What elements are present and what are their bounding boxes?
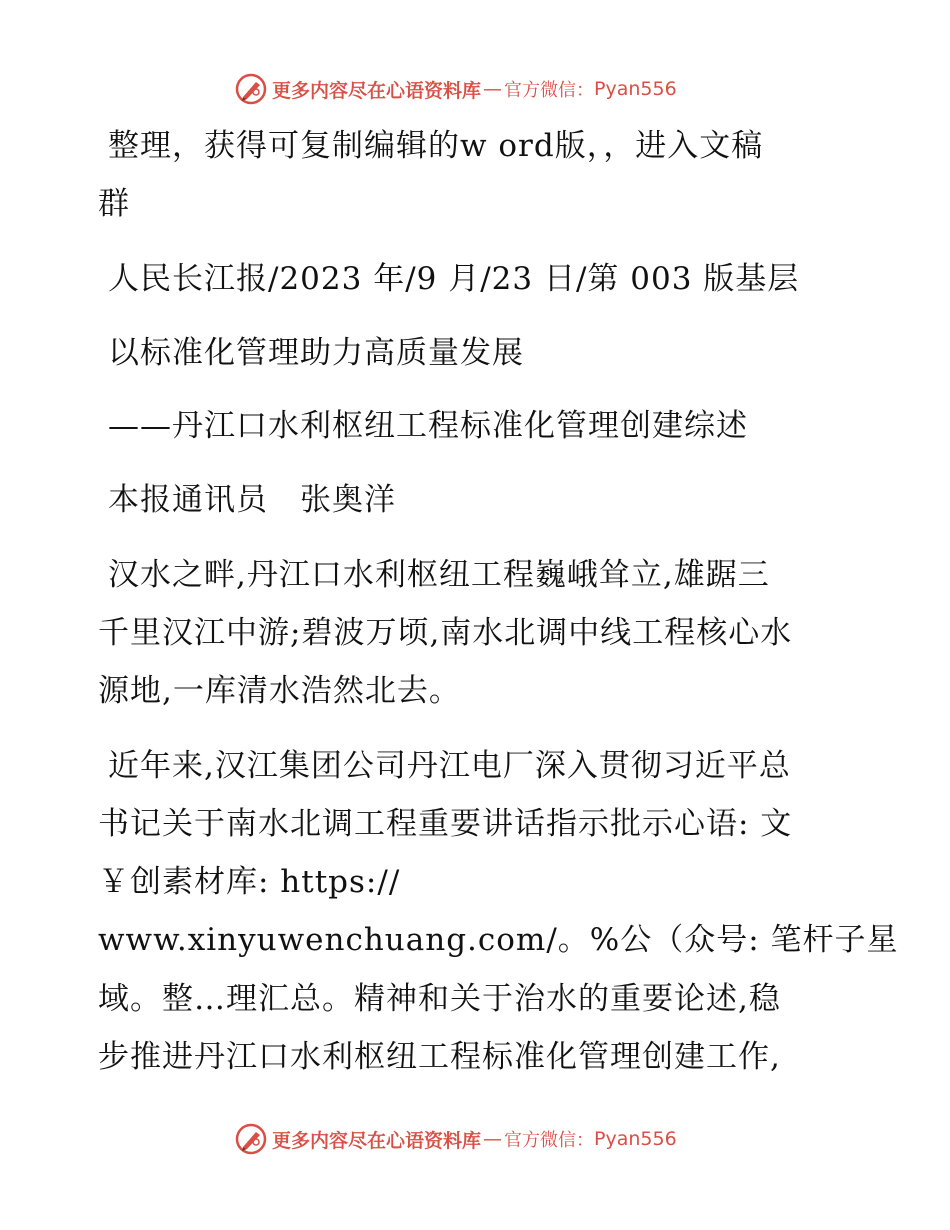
headline: 以标准化管理助力高质量发展 — [108, 335, 524, 371]
paragraph-line: 千里汉江中游;碧波万顷,南水北调中线工程核心水 — [98, 615, 793, 651]
watermark-dash: — — [483, 1128, 503, 1150]
footer-watermark-banner — [234, 1122, 677, 1156]
paragraph-line: 汉水之畔,丹江口水利枢纽工程巍峨耸立,雄踞三 — [108, 557, 770, 593]
paragraph-line: 步推进丹江口水利枢纽工程标准化管理创建工作, — [98, 1039, 781, 1075]
source-line: 人民长江报/2023 年/9 月/23 日/第 003 版基层 — [108, 261, 800, 297]
paragraph-line: 域。整…理汇总。精神和关于治水的重要论述,稳 — [98, 981, 781, 1017]
intro-line: 整理，获得可复制编辑的w ord版，，进入文稿 — [108, 128, 764, 164]
watermark-wechat-id: Pyan556 — [594, 78, 677, 100]
subheadline: ——丹江口水利枢纽工程标准化管理创建综述 — [108, 408, 748, 444]
watermark-site-text: 更多内容尽在心语资料库 — [272, 79, 482, 102]
pen-logo-icon — [234, 72, 268, 106]
watermark-dash: — — [483, 78, 503, 100]
watermark-site-text: 更多内容尽在心语资料库 — [272, 1129, 482, 1152]
byline: 本报通讯员 张奥洋 — [108, 482, 396, 518]
paragraph-line: ￥创素材库: https:// — [98, 864, 401, 900]
paragraph-line: 源地,一库清水浩然北去。 — [98, 673, 461, 709]
header-watermark-banner — [234, 72, 677, 106]
intro-line: 群 — [98, 186, 130, 222]
watermark-wechat-label: 官方微信： — [504, 80, 595, 101]
paragraph-line: 近年来,汉江集团公司丹江电厂深入贯彻习近平总 — [108, 748, 791, 784]
paragraph-line: www.xinyuwenchuang.com/。%公（众号: 笔杆子星 — [98, 922, 899, 958]
paragraph-line: 书记关于南水北调工程重要讲话指示批示心语: 文 — [98, 806, 793, 842]
watermark-wechat-label: 官方微信： — [504, 1130, 595, 1151]
watermark-wechat-id: Pyan556 — [594, 1128, 677, 1150]
pen-logo-icon — [234, 1122, 268, 1156]
